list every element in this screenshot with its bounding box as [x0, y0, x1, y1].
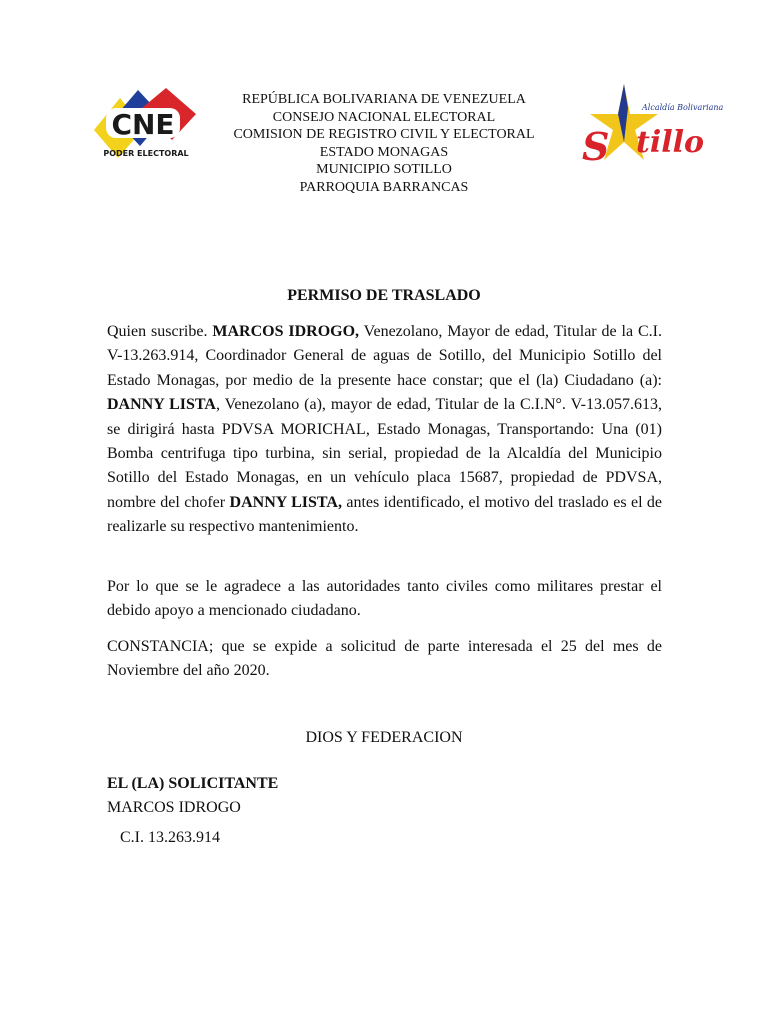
- body-paragraph-request: Por lo que se le agradece a las autoridades tanto civiles como militares prestar el debido apoyo a mencionado ciudadano.: [107, 578, 662, 620]
- p1-text-4: antes identificado, el motivo del traslado es el de realizarle su respectivo mantenimiento.: [107, 493, 663, 536]
- p1-text-1: Quien suscribe.: [107, 323, 213, 340]
- document-header: [200, 91, 568, 196]
- p1-text-2: Venezolano, Mayor de edad, Titular de la C.I. V-13.263.914, Coordinador General de aguas de Sotillo, del Municipio Sotillo del Estado Monagas, por medio de la presente hace constar; que el (la) Ciudadano (a):: [107, 323, 663, 389]
- header-line-state: ESTADO MONAGAS: [319, 144, 449, 160]
- header-line-municipality: MUNICIPIO SOTILLO: [316, 162, 452, 177]
- sotillo-logo-name: tillo: [636, 125, 705, 160]
- header-line-council: CONSEJO NACIONAL ELECTORAL: [272, 109, 496, 125]
- cne-logo: [92, 88, 200, 164]
- header-line-commission: COMISION DE REGISTRO CIVIL Y ELECTORAL: [233, 127, 535, 142]
- header-line-republic: REPÚBLICA BOLIVARIANA DE VENEZUELA: [242, 92, 526, 107]
- cne-logo-text: CNE: [111, 108, 175, 141]
- signature-id: C.I. 13.263.914: [120, 829, 220, 846]
- p1-text-3: , Venezolano (a), mayor de edad, Titular de la C.I.N°. V-13.057.613, se dirigirá hasta PDVSA MORICHAL, Estado Monagas, Transportando: Una (01) Bomba centrifuga tipo turbina, sin serial, propiedad de la Alcaldía del Municipio Sotillo del Estado Monagas, en un vehículo placa 15687, propiedad de PDVSA, nombre del chofer: [107, 396, 662, 511]
- cne-logo-subtext: PODER ELECTORAL: [103, 149, 189, 158]
- p1-bold-citizen-name: DANNY LISTA: [107, 396, 216, 414]
- closing-phrase: DIOS Y FEDERACION: [305, 729, 463, 746]
- signature-name: MARCOS IDROGO: [107, 799, 241, 816]
- sotillo-logo: [578, 80, 724, 174]
- sotillo-logo-script: Alcaldía Bolivariana: [642, 103, 724, 112]
- p1-bold-signer-name: MARCOS IDROGO,: [212, 323, 360, 340]
- sotillo-logo-initial: S: [582, 124, 610, 169]
- header-line-parish: PARROQUIA BARRANCAS: [299, 179, 469, 195]
- body-paragraph-constancy: CONSTANCIA; que se expide a solicitud de parte interesada el 25 del mes de Noviembre del año 2020.: [107, 638, 662, 680]
- signature-label: EL (LA) SOLICITANTE: [107, 775, 279, 792]
- document-title: PERMISO DE TRASLADO: [287, 287, 481, 304]
- body-paragraph-main: [107, 320, 662, 540]
- p1-bold-driver-name: DANNY LISTA,: [229, 493, 342, 511]
